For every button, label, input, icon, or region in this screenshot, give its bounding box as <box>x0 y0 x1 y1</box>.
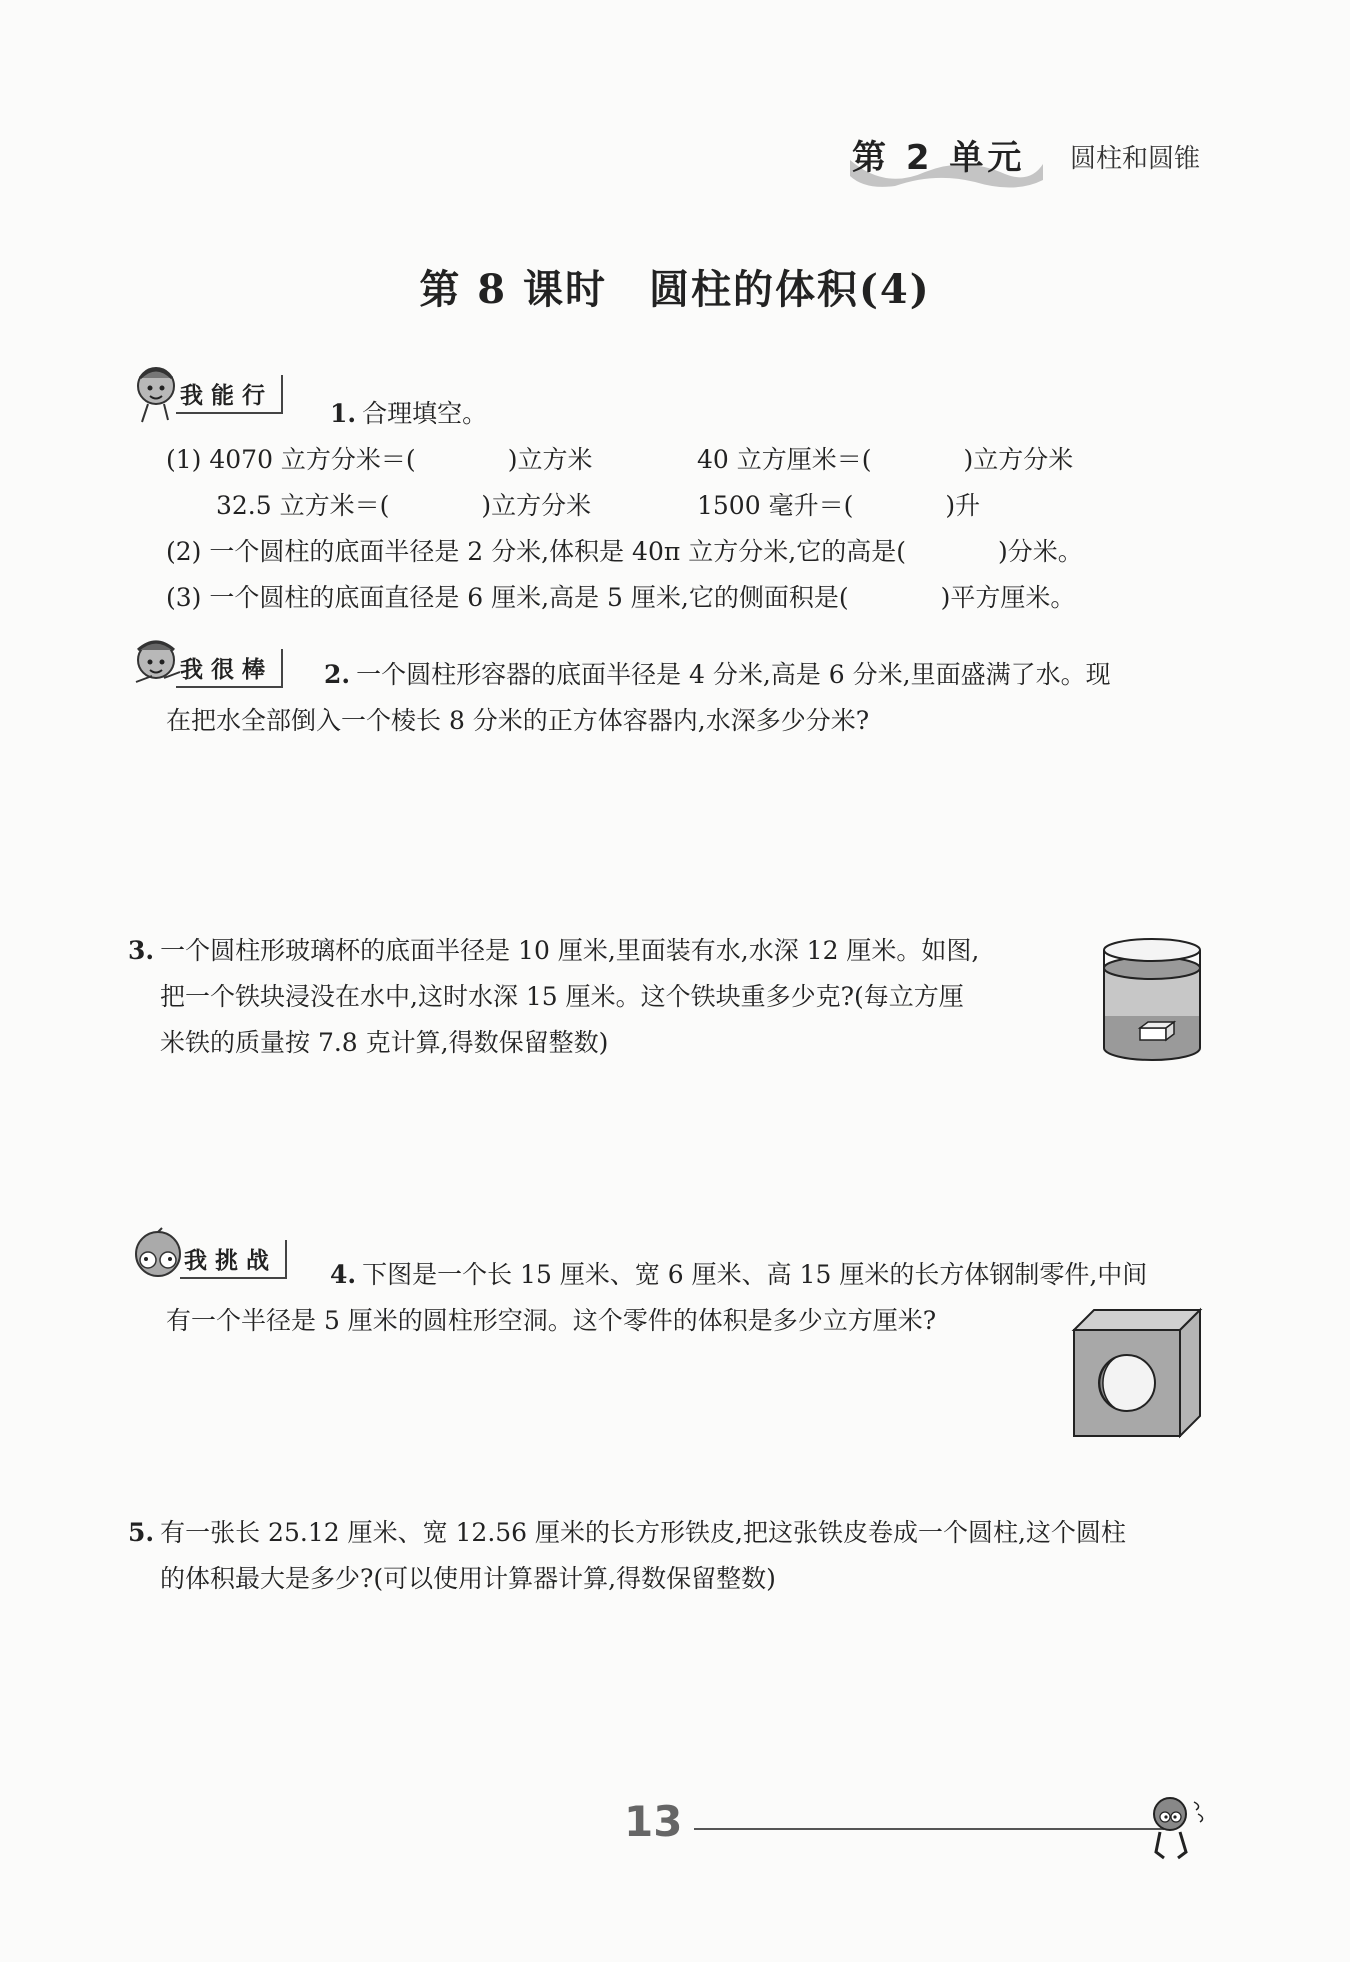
q1-part1-b <box>697 447 1073 472</box>
q1-part1-b-text: 40 立方厘米＝( <box>697 445 872 474</box>
section-label-level1: 我能行 <box>176 375 283 414</box>
q1-part1-b-unit: )立方分米 <box>963 445 1074 474</box>
unit-label: 第 2 单元 <box>852 138 1026 178</box>
q1-part3 <box>166 585 1075 610</box>
section-badge-level1 <box>128 362 283 426</box>
q3-number: 3. <box>128 936 155 965</box>
q5-number: 5. <box>128 1518 155 1547</box>
q1-part1-a-text: (1) 4070 立方分米＝( <box>166 445 416 474</box>
q1-part3-text: (3) 一个圆柱的底面直径是 6 厘米,高是 5 厘米,它的侧面积是( <box>166 583 849 612</box>
q4-line1 <box>330 1262 1147 1287</box>
q1-part1-d-text: 1500 毫升＝( <box>697 491 854 520</box>
glass-cylinder-figure <box>1100 936 1205 1066</box>
q1-part1-c-text: 32.5 立方米＝( <box>216 491 390 520</box>
q2-line1 <box>324 662 1111 687</box>
iron-block-icon <box>1140 1022 1174 1040</box>
q5-line1 <box>128 1520 1126 1545</box>
q4-line1-text: 下图是一个长 15 厘米、宽 6 厘米、高 15 厘米的长方体钢制零件,中间 <box>362 1260 1148 1289</box>
q4-number: 4. <box>330 1260 357 1289</box>
q1-part2 <box>166 539 1083 564</box>
footer-rule <box>694 1828 1164 1830</box>
q1-part3-unit: )平方厘米。 <box>940 583 1076 612</box>
q5-line2: 的体积最大是多少?(可以使用计算器计算,得数保留整数) <box>160 1564 776 1593</box>
q3-line3: 米铁的质量按 7.8 克计算,得数保留整数) <box>160 1028 609 1057</box>
q2-line1-text: 一个圆柱形容器的底面半径是 4 分米,高是 6 分米,里面盛满了水。现 <box>356 660 1111 689</box>
q3-line1 <box>128 938 979 963</box>
q1-part2-text: (2) 一个圆柱的底面半径是 2 分米,体积是 40π 立方分米,它的高是( <box>166 537 906 566</box>
steel-part-figure <box>1070 1306 1206 1442</box>
section-badge-level3 <box>128 1226 287 1292</box>
section-label-level2: 我很棒 <box>176 649 283 688</box>
q4-line2: 有一个半径是 5 厘米的圆柱形空洞。这个零件的体积是多少立方厘米? <box>166 1306 937 1335</box>
cylindrical-hole-icon <box>1099 1355 1155 1411</box>
q1-part1-a <box>166 447 592 472</box>
q3-line2: 把一个铁块浸没在水中,这时水深 15 厘米。这个铁块重多少克?(每立方厘 <box>160 982 964 1011</box>
q1-part1-d <box>697 493 980 518</box>
q1-part1-c <box>216 493 591 518</box>
q1-number: 1. <box>330 399 357 428</box>
q2-number: 2. <box>324 660 351 689</box>
q1-part1-d-unit: )升 <box>945 491 981 520</box>
unit-topic: 圆柱和圆锥 <box>1070 144 1201 174</box>
section-label-level3: 我挑战 <box>180 1240 287 1279</box>
q1-part1-c-unit: )立方分米 <box>481 491 592 520</box>
boy-mascot-icon <box>1140 1790 1210 1862</box>
q3-line1-text: 一个圆柱形玻璃杯的底面半径是 10 厘米,里面装有水,水深 12 厘米。如图, <box>160 936 980 965</box>
q1-part2-unit: )分米。 <box>997 537 1083 566</box>
lesson-title: 第 8 课时 圆柱的体积(4) <box>419 266 931 313</box>
page-number: 13 <box>624 1797 683 1846</box>
q1-heading <box>330 401 487 426</box>
q1-prompt: 合理填空。 <box>362 399 488 428</box>
q5-line1-text: 有一张长 25.12 厘米、宽 12.56 厘米的长方形铁皮,把这张铁皮卷成一个圆柱,这个圆柱 <box>160 1518 1126 1547</box>
q1-part1-a-unit: )立方米 <box>507 445 593 474</box>
q2-line2: 在把水全部倒入一个棱长 8 分米的正方体容器内,水深多少分米? <box>166 706 870 735</box>
section-badge-level2 <box>128 636 283 700</box>
